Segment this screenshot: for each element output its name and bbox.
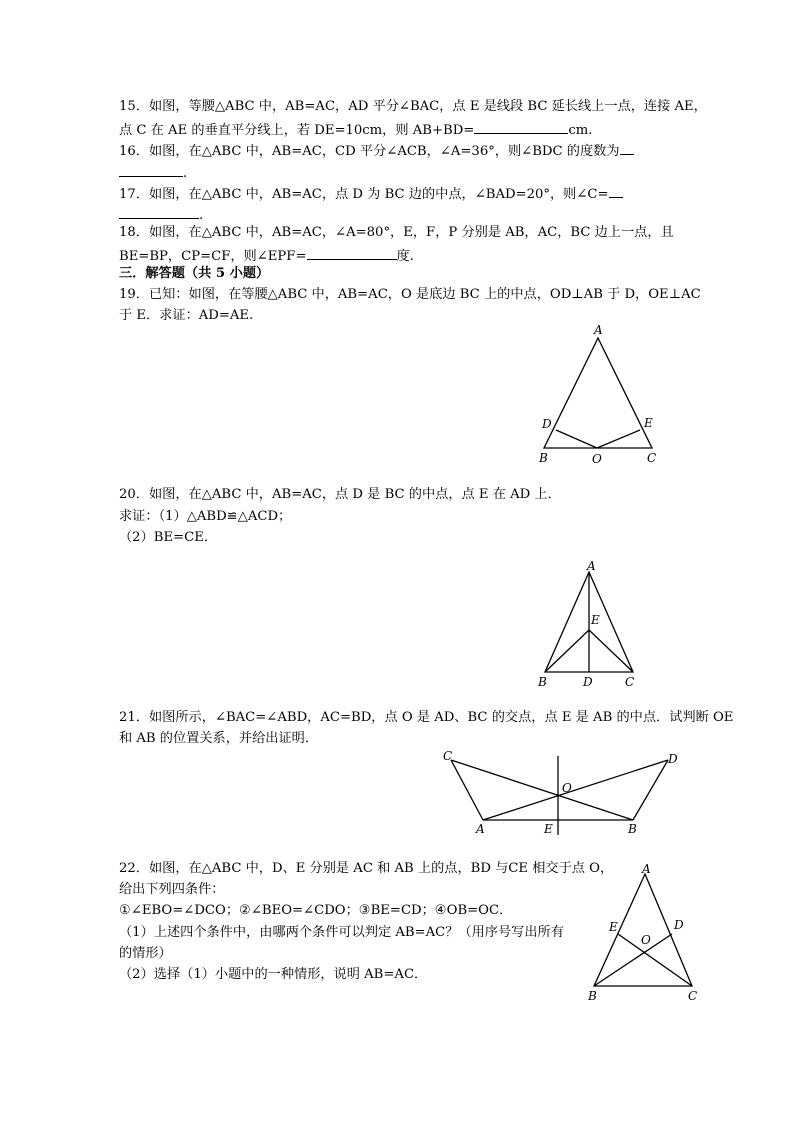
q16-stem: 16．如图，在△ABC 中，AB=AC，CD 平分∠ACB，∠A=36°，则∠BDC 的度数为 — [119, 144, 620, 159]
q20-line1: 20．如图，在△ABC 中，AB=AC，点 D 是 BC 的中点，点 E 在 AD 上． — [119, 487, 561, 502]
q19-line1: 19．已知：如图，在等腰△ABC 中，AB=AC，O 是底边 BC 上的中点，OD⊥AB 于 D，OE⊥AC — [119, 287, 701, 302]
q15-line2 — [119, 121, 592, 139]
section-heading: 三．解答题（共 5 小题） — [119, 266, 270, 281]
q15-stem: 点 C 在 AE 的垂直平分线上，若 DE=10cm，则 AB+BD= — [119, 123, 475, 138]
q19-label-c: C — [647, 451, 657, 465]
q21-label-c: C — [443, 749, 453, 763]
q19-segment-do — [556, 430, 597, 448]
q20-label-a: A — [587, 559, 596, 573]
q22-label-b: B — [588, 989, 597, 1003]
q19-segment-oe — [597, 430, 640, 448]
q22-label-e: E — [609, 920, 618, 934]
q18-line2 — [119, 247, 414, 265]
q19-label-a: A — [594, 323, 603, 337]
q22-line4: （1）上述四个条件中，由哪两个条件可以判定 AB=AC？（用序号写出所有 — [119, 925, 564, 940]
q21-label-a: A — [476, 822, 485, 836]
q22-line6: （2）选择（1）小题中的一种情形，说明 AB=AC． — [119, 967, 428, 982]
q20-figure — [535, 560, 645, 690]
q19-label-b: B — [539, 451, 548, 465]
q22-figure — [582, 858, 707, 1008]
q20-label-d: D — [583, 675, 593, 689]
q19-label-e: E — [644, 416, 653, 430]
q20-label-b: B — [538, 675, 547, 689]
q20-segment-ce — [589, 630, 633, 672]
q21-segment-ad — [483, 760, 668, 820]
q16-period: . — [183, 166, 188, 181]
q15-line1: 15．如图，等腰△ABC 中，AB=AC，AD 平分∠BAC，点 E 是线段 BC 延长线上一点，连接 AE， — [119, 99, 707, 114]
q22-line3: ①∠EBO=∠DCO；②∠BEO=∠CDO；③BE=CD；④OB=OC． — [119, 903, 513, 918]
q15-answer-blank[interactable] — [474, 121, 568, 134]
q16-answer-blank-part1[interactable] — [620, 142, 634, 155]
q20-label-e: E — [591, 613, 600, 627]
q22-label-d: D — [674, 918, 684, 932]
q17-period: . — [199, 208, 204, 223]
q21-label-d: D — [668, 752, 678, 766]
q17-line1 — [119, 185, 623, 203]
q18-stem: BE=BP，CP=CF，则∠EPF= — [119, 249, 307, 264]
q22-label-o: O — [641, 933, 651, 947]
q22-label-a: A — [642, 862, 651, 876]
q19-label-o: O — [592, 452, 602, 466]
q20-segment-be — [545, 630, 589, 672]
q22-line1: 22．如图，在△ABC 中，D、E 分别是 AC 和 AB 上的点，BD 与CE 相交于点 O， — [119, 861, 614, 876]
q18-answer-blank[interactable] — [307, 247, 397, 260]
q16-line1 — [119, 142, 634, 160]
q21-figure — [438, 748, 688, 838]
q21-label-e: E — [544, 822, 553, 836]
q18-unit: 度. — [396, 249, 414, 264]
q21-line1: 21．如图所示，∠BAC=∠ABD，AC=BD，点 O 是 AD、BC 的交点，点 E 是 AB 的中点．试判断 OE — [119, 710, 734, 725]
q17-answer-blank-part1[interactable] — [609, 185, 623, 198]
q21-label-b: B — [628, 822, 637, 836]
q18-line1: 18．如图，在△ABC 中，AB=AC，∠A=80°，E，F，P 分别是 AB，AC，BC 边上一点，且 — [119, 225, 674, 240]
q22-line5: 的情形） — [119, 946, 172, 961]
q20-line3: （2）BE=CE． — [119, 530, 218, 545]
q22-label-c: C — [688, 989, 698, 1003]
q17-line2 — [119, 206, 203, 224]
q16-answer-blank-part2[interactable] — [119, 164, 183, 177]
q16-line2 — [119, 164, 187, 182]
q15-unit: cm. — [568, 123, 593, 138]
q20-label-c: C — [625, 675, 635, 689]
q22-line2: 给出下列四条件： — [119, 882, 225, 897]
q21-label-o: O — [562, 781, 572, 795]
q19-figure — [530, 320, 670, 470]
q17-answer-blank-part2[interactable] — [119, 206, 199, 219]
q19-label-d: D — [542, 417, 552, 431]
q19-line2: 于 E．求证：AD=AE. — [119, 308, 254, 323]
q20-line2: 求证：（1）△ABD≌△ACD； — [119, 509, 292, 524]
q17-stem: 17．如图，在△ABC 中，AB=AC，点 D 为 BC 边的中点，∠BAD=20°，则∠C= — [119, 187, 609, 202]
q21-line2: 和 AB 的位置关系，并给出证明． — [119, 731, 319, 746]
